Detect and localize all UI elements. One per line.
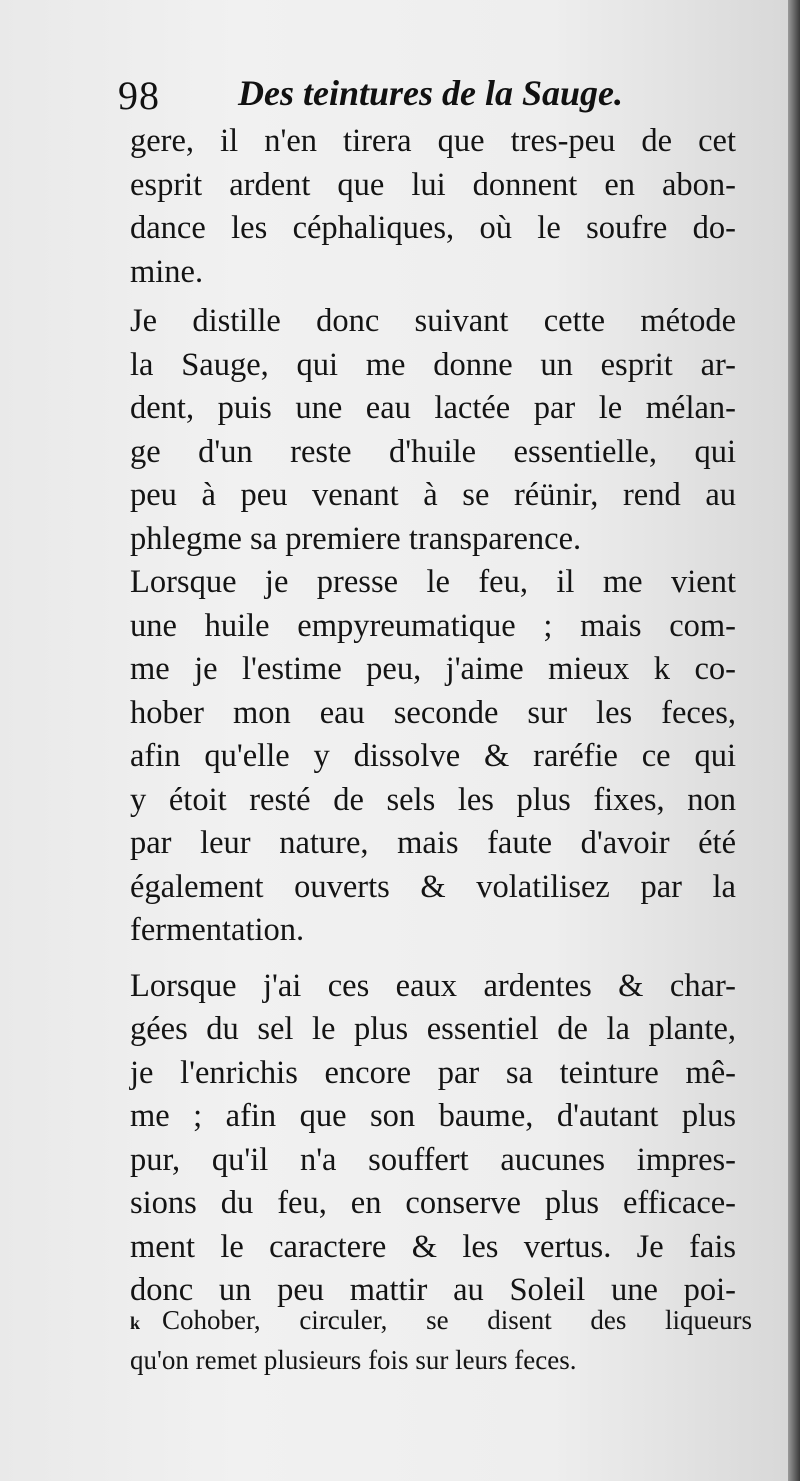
text-line: dent, puis une eau lactée par le mélan- xyxy=(130,390,736,426)
text-line: par leur nature, mais faute d'avoir été xyxy=(130,825,736,861)
running-title: Des teintures de la Sauge. xyxy=(238,73,624,113)
footnote-line: qu'on remet plusieurs fois sur leurs feces. xyxy=(130,1345,577,1375)
text-line: gées du sel le plus essentiel de la plante, xyxy=(130,1011,736,1047)
page-header xyxy=(118,72,678,126)
footnote-text: Cohober, circuler, se disent des liqueurs xyxy=(162,1305,752,1335)
text-line: afin qu'elle y dissolve & raréfie ce qui xyxy=(130,738,736,774)
footnote-marker: k xyxy=(130,1313,141,1333)
text-line: Lorsque je presse le feu, il me vient xyxy=(130,564,736,600)
text-line: Je distille donc suivant cette métode xyxy=(130,303,736,339)
footnote-line xyxy=(130,1300,752,1340)
text-line: je l'enrichis encore par sa teinture mê- xyxy=(130,1054,736,1091)
text-line: fermentation. xyxy=(130,912,305,948)
text-line: phlegme sa premiere transparence. xyxy=(130,520,582,557)
text-line: également ouverts & volatilisez par la xyxy=(130,868,736,905)
text-line: dance les céphaliques, où le soufre do- xyxy=(130,210,736,246)
text-line: la Sauge, qui me donne un esprit ar- xyxy=(130,346,736,383)
text-line: me je l'estime peu, j'aime mieux k co- xyxy=(130,651,736,687)
text-line: sions du feu, en conserve plus efficace- xyxy=(130,1185,736,1221)
page-edge-shadow xyxy=(788,0,800,1481)
footnote xyxy=(130,1300,752,1380)
text-line: ment le caractere & les vertus. Je fais xyxy=(130,1228,736,1265)
text-line: Lorsque j'ai ces eaux ardentes & char- xyxy=(130,967,736,1004)
page-number: 98 xyxy=(118,73,160,118)
text-line: gere, il n'en tirera que tres-peu de cet xyxy=(130,123,736,159)
text-line: une huile empyreumatique ; mais com- xyxy=(130,607,736,644)
text-line: donc un peu mattir au Soleil une poi- xyxy=(130,1272,736,1308)
body-text xyxy=(130,120,736,1313)
text-line: y étoit resté de sels les plus fixes, non xyxy=(130,781,736,818)
text-line: esprit ardent que lui donnent en abon- xyxy=(130,166,736,203)
text-line: hober mon eau seconde sur les feces, xyxy=(130,694,736,731)
text-line: mine. xyxy=(130,253,204,290)
text-line: ge d'un reste d'huile essentielle, qui xyxy=(130,433,736,470)
text-line: peu à peu venant à se réünir, rend au xyxy=(130,477,736,513)
text-line: me ; afin que son baume, d'autant plus xyxy=(130,1098,736,1134)
text-line: pur, qu'il n'a souffert aucunes impres- xyxy=(130,1141,736,1178)
